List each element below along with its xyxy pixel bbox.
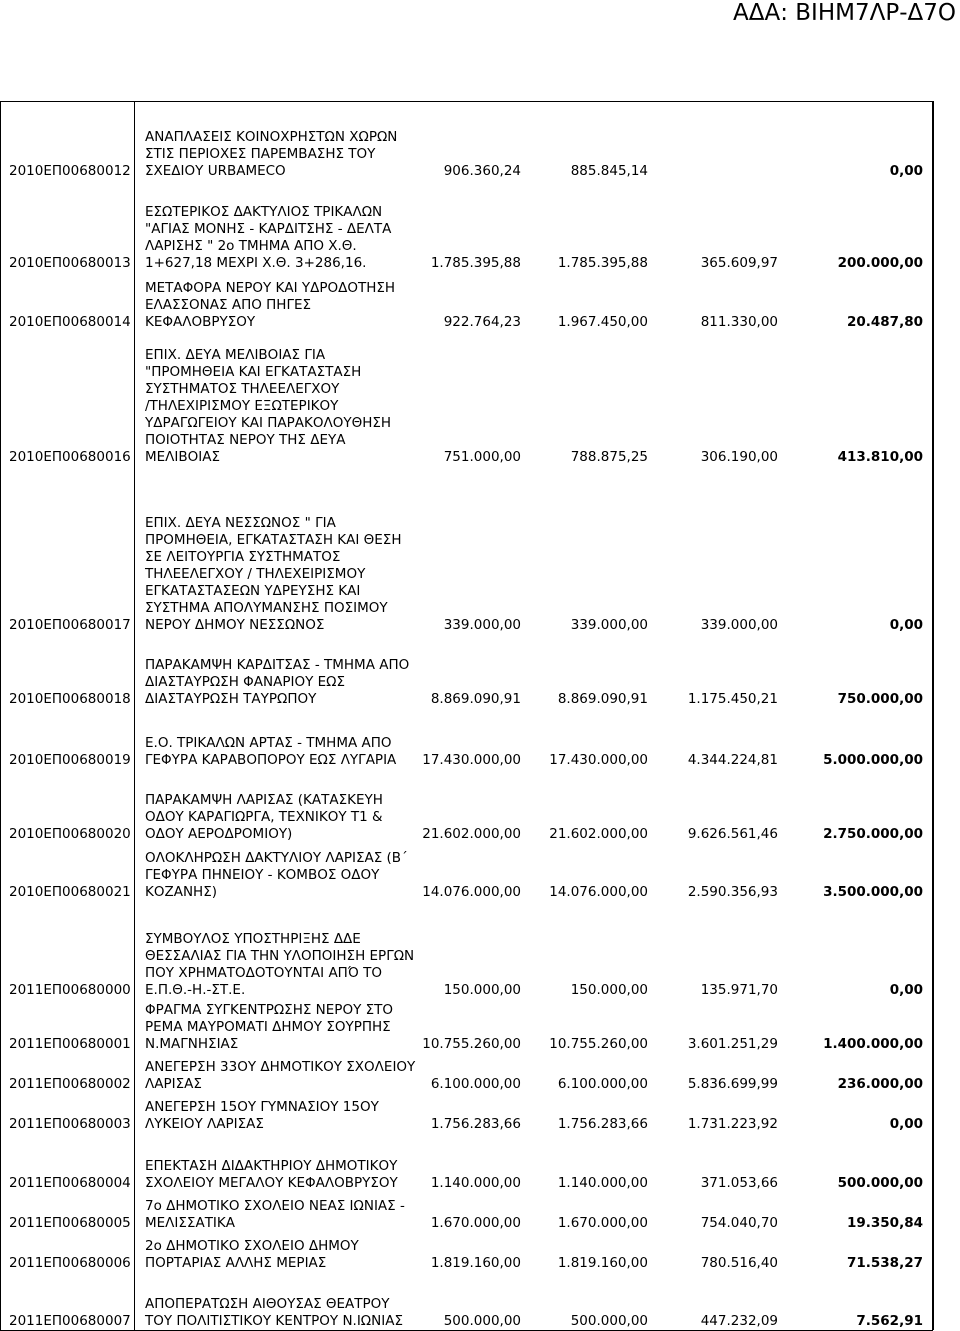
project-description: ΣΥΜΒΟΥΛΟΣ ΥΠΟΣΤΗΡΙΞΗΣ ΔΔΕ ΘΕΣΣΑΛΙΑΣ ΓΙΑ ΤΗΝ ΥΛΟΠΟΙΗΣΗ ΕΡΓΩΝ ΠΟΥ ΧΡΗΜΑΤΟΔΟΤΟΥΝΤΑΙ ΑΠΌ ΤΟ Ε.Π.Θ.-Η.-ΣΤ.Ε. <box>145 931 415 998</box>
project-code: 2010ΕΠ00680018 <box>9 691 131 707</box>
allocation-amount: 1.400.000,00 <box>823 1036 923 1052</box>
project-description: ΦΡΑΓΜΑ ΣΥΓΚΕΝΤΡΩΣΗΣ ΝΕΡΟΥ ΣΤΟ ΡΕΜΑ ΜΑΥΡΟΜΑΤΙ ΔΗΜΟΥ ΣΟΥΡΠΗΣ Ν.ΜΑΓΝΗΣΙΑΣ <box>145 1002 394 1052</box>
budget-amount: 17.430.000,00 <box>422 752 521 768</box>
allocation-amount: 7.562,91 <box>856 1313 923 1329</box>
project-code: 2010ΕΠ00680013 <box>9 255 131 271</box>
budget-amount: 8.869.090,91 <box>430 691 521 707</box>
budget-amount: 906.360,24 <box>443 163 521 179</box>
contract-amount: 6.100.000,00 <box>557 1076 648 1092</box>
payments-amount: 780.516,40 <box>700 1255 778 1271</box>
allocation-amount: 236.000,00 <box>837 1076 923 1092</box>
payments-amount: 4.344.224,81 <box>687 752 778 768</box>
project-description: ΑΝΕΓΕΡΣΗ 15ΟΥ ΓΥΜΝΑΣΙΟΥ 15ΟΥ ΛΥΚΕΙΟΥ ΛΑΡΙΣΑΣ <box>145 1099 379 1132</box>
contract-amount: 10.755.260,00 <box>549 1036 648 1052</box>
project-description: ΕΠΙΧ. ΔΕΥΑ ΝΕΣΣΩΝΟΣ " ΓΙΑ ΠΡΟΜΗΘΕΙΑ, ΕΓΚΑΤΑΣΤΑΣΗ ΚΑΙ ΘΕΣΗ ΣΕ ΛΕΙΤΟΥΡΓΙΑ ΣΥΣΤΗΜΑΤΟΣ ΤΗΛΕΕΛΕΓΧΟΥ / ΤΗΛΕΧΕΙΡΙΣΜΟΥ ΕΓΚΑΤΑΣΤΑΣΕΩΝ ΥΔΡΕΥΣΗΣ ΚΑΙ ΣΥΣΤΗΜΑ ΑΠΟΛΥΜΑΝΣΗΣ ΠΟΣΙΜΟΥ ΝΕΡΟΥ ΔΗΜΟΥ ΝΕΣΣΩΝΟΣ <box>145 515 402 633</box>
allocation-amount: 0,00 <box>889 617 923 633</box>
allocation-amount: 0,00 <box>889 1116 923 1132</box>
budget-amount: 500.000,00 <box>443 1313 521 1329</box>
contract-amount: 14.076.000,00 <box>549 884 648 900</box>
project-description: ΑΠΟΠΕΡΑΤΩΣΗ ΑΙΘΟΥΣΑΣ ΘΕΑΤΡΟΥ ΤΟΥ ΠΟΛΙΤΙΣΤΙΚΟΥ ΚΕΝΤΡΟΥ Ν.ΙΩΝΙΑΣ <box>145 1296 403 1329</box>
allocation-amount: 500.000,00 <box>837 1175 923 1191</box>
project-code: 2010ΕΠ00680017 <box>9 617 131 633</box>
project-code: 2010ΕΠ00680012 <box>9 163 131 179</box>
contract-amount: 500.000,00 <box>570 1313 648 1329</box>
project-description: 2ο ΔΗΜΟΤΙΚΟ ΣΧΟΛΕΙΟ ΔΗΜΟΥ ΠΟΡΤΑΡΙΑΣ ΑΛΛΗΣ ΜΕΡΙΑΣ <box>145 1238 359 1271</box>
project-code: 2011ΕΠ00680000 <box>9 982 131 998</box>
project-code: 2011ΕΠ00680007 <box>9 1313 131 1329</box>
payments-amount: 1.731.223,92 <box>687 1116 778 1132</box>
budget-amount: 1.670.000,00 <box>430 1215 521 1231</box>
payments-amount: 447.232,09 <box>700 1313 778 1329</box>
project-code: 2010ΕΠ00680021 <box>9 884 131 900</box>
project-description: ΕΠΕΚΤΑΣΗ ΔΙΔΑΚΤΗΡΙΟΥ ΔΗΜΟΤΙΚΟΥ ΣΧΟΛΕΙΟΥ ΜΕΓΑΛΟΥ ΚΕΦΑΛΟΒΡΥΣΟΥ <box>145 1158 398 1191</box>
project-code: 2011ΕΠ00680002 <box>9 1076 131 1092</box>
project-code: 2010ΕΠ00680020 <box>9 826 131 842</box>
budget-amount: 21.602.000,00 <box>422 826 521 842</box>
project-description: 7ο ΔΗΜΟΤΙΚΟ ΣΧΟΛΕΙΟ ΝΕΑΣ ΙΩΝΙΑΣ - ΜΕΛΙΣΣΑΤΙΚΑ <box>145 1198 405 1231</box>
project-description: ΜΕΤΑΦΟΡΑ ΝΕΡΟΥ ΚΑΙ ΥΔΡΟΔΟΤΗΣΗ ΕΛΑΣΣΟΝΑΣ ΑΠΟ ΠΗΓΕΣ ΚΕΦΑΛΟΒΡΥΣΟΥ <box>145 280 396 330</box>
contract-amount: 1.670.000,00 <box>557 1215 648 1231</box>
budget-amount: 6.100.000,00 <box>430 1076 521 1092</box>
project-code: 2011ΕΠ00680006 <box>9 1255 131 1271</box>
contract-amount: 17.430.000,00 <box>549 752 648 768</box>
project-description: ΑΝΕΓΕΡΣΗ 33ΟΥ ΔΗΜΟΤΙΚΟΥ ΣΧΟΛΕΙΟΥ ΛΑΡΙΣΑΣ <box>145 1059 416 1092</box>
allocation-amount: 2.750.000,00 <box>823 826 923 842</box>
contract-amount: 1.140.000,00 <box>557 1175 648 1191</box>
payments-amount: 9.626.561,46 <box>687 826 778 842</box>
contract-amount: 1.967.450,00 <box>557 314 648 330</box>
budget-amount: 1.140.000,00 <box>430 1175 521 1191</box>
project-code: 2010ΕΠ00680014 <box>9 314 131 330</box>
budget-amount: 14.076.000,00 <box>422 884 521 900</box>
budget-amount: 1.785.395,88 <box>430 255 521 271</box>
project-description: ΟΛΟΚΛΗΡΩΣΗ ΔΑΚΤΥΛΙΟΥ ΛΑΡΙΣΑΣ (Β΄ ΓΕΦΥΡΑ ΠΗΝΕΙΟΥ - ΚΟΜΒΟΣ ΟΔΟΥ ΚΟΖΑΝΗΣ) <box>145 850 408 900</box>
allocation-amount: 0,00 <box>889 982 923 998</box>
payments-amount: 754.040,70 <box>700 1215 778 1231</box>
budget-amount: 339.000,00 <box>443 617 521 633</box>
budget-amount: 751.000,00 <box>443 449 521 465</box>
payments-amount: 3.601.251,29 <box>687 1036 778 1052</box>
allocation-amount: 413.810,00 <box>837 449 923 465</box>
payments-amount: 2.590.356,93 <box>687 884 778 900</box>
budget-amount: 1.756.283,66 <box>430 1116 521 1132</box>
allocation-amount: 750.000,00 <box>837 691 923 707</box>
project-code: 2010ΕΠ00680016 <box>9 449 131 465</box>
payments-amount: 1.175.450,21 <box>687 691 778 707</box>
project-code: 2011ΕΠ00680003 <box>9 1116 131 1132</box>
payments-amount: 5.836.699,99 <box>687 1076 778 1092</box>
allocation-amount: 3.500.000,00 <box>823 884 923 900</box>
contract-amount: 885.845,14 <box>570 163 648 179</box>
payments-amount: 135.971,70 <box>700 982 778 998</box>
project-description: ΕΠΙΧ. ΔΕΥΑ ΜΕΛΙΒΟΙΑΣ ΓΙΑ "ΠΡΟΜΗΘΕΙΑ ΚΑΙ ΕΓΚΑΤΑΣΤΑΣΗ ΣΥΣΤΗΜΑΤΟΣ ΤΗΛΕΕΛΕΓΧΟΥ /ΤΗΛΕΧΙΡΙΣΜΟΥ ΕΞΩΤΕΡΙΚΟΥ ΥΔΡΑΓΩΓΕΙΟΥ ΚΑΙ ΠΑΡΑΚΟΛΟΥΘΗΣΗ ΠΟΙΟΤΗΤΑΣ ΝΕΡΟΥ ΤΗΣ ΔΕΥΑ ΜΕΛΙΒΟΙΑΣ <box>145 347 392 465</box>
contract-amount: 8.869.090,91 <box>557 691 648 707</box>
project-description: Ε.Ο. ΤΡΙΚΑΛΩΝ ΑΡΤΑΣ - ΤΜΗΜΑ ΑΠΟ ΓΕΦΥΡΑ ΚΑΡΑΒΟΠΟΡΟΥ ΕΩΣ ΛΥΓΑΡΙΑ <box>145 735 397 768</box>
budget-amount: 150.000,00 <box>443 982 521 998</box>
project-description: ΑΝΑΠΛΑΣΕΙΣ ΚΟΙΝΟΧΡΗΣΤΩΝ ΧΩΡΩΝ ΣΤΙΣ ΠΕΡΙΟΧΕΣ ΠΑΡΕΜΒΑΣΗΣ ΤΟΥ ΣΧΕΔΙΟΥ URBAMECO <box>145 129 398 179</box>
budget-amount: 10.755.260,00 <box>422 1036 521 1052</box>
allocation-amount: 5.000.000,00 <box>823 752 923 768</box>
allocation-amount: 0,00 <box>889 163 923 179</box>
allocation-amount: 19.350,84 <box>846 1215 923 1231</box>
project-description: ΠΑΡΑΚΑΜΨΗ ΚΑΡΔΙΤΣΑΣ - ΤΜΗΜΑ ΑΠΟ ΔΙΑΣΤΑΥΡΩΣΗ ΦΑΝΑΡΙΟΥ ΕΩΣ ΔΙΑΣΤΑΥΡΩΣΗ ΤΑΥΡΩΠΟΥ <box>145 657 410 707</box>
payments-amount: 365.609,97 <box>700 255 778 271</box>
contract-amount: 21.602.000,00 <box>549 826 648 842</box>
contract-amount: 339.000,00 <box>570 617 648 633</box>
project-code: 2010ΕΠ00680019 <box>9 752 131 768</box>
payments-amount: 811.330,00 <box>700 314 778 330</box>
payments-amount: 339.000,00 <box>700 617 778 633</box>
contract-amount: 1.785.395,88 <box>557 255 648 271</box>
project-description: ΠΑΡΑΚΑΜΨΗ ΛΑΡΙΣΑΣ (ΚΑΤΑΣΚΕΥΗ ΟΔΟΥ ΚΑΡΑΓΙΩΡΓΑ, ΤΕΧΝΙΚΟΥ Τ1 & ΟΔΟΥ ΑΕΡΟΔΡΟΜΙΟΥ) <box>145 792 383 842</box>
contract-amount: 150.000,00 <box>570 982 648 998</box>
budget-amount: 1.819.160,00 <box>430 1255 521 1271</box>
project-code: 2011ΕΠ00680004 <box>9 1175 131 1191</box>
budget-amount: 922.764,23 <box>443 314 521 330</box>
column-divider <box>933 101 934 1330</box>
payments-amount: 371.053,66 <box>700 1175 778 1191</box>
project-code: 2011ΕΠ00680001 <box>9 1036 131 1052</box>
contract-amount: 1.819.160,00 <box>557 1255 648 1271</box>
contract-amount: 788.875,25 <box>570 449 648 465</box>
allocation-amount: 20.487,80 <box>846 314 923 330</box>
project-description: ΕΣΩΤΕΡΙΚΟΣ ΔΑΚΤΥΛΙΟΣ ΤΡΙΚΑΛΩΝ "ΑΓΙΑΣ ΜΟΝΗΣ - ΚΑΡΔΙΤΣΗΣ - ΔΕΛΤΑ ΛΑΡΙΣΗΣ " 2ο ΤΜΗΜΑ ΑΠΟ Χ.Θ. 1+627,18 ΜΕΧΡΙ Χ.Θ. 3+286,16. <box>145 204 392 271</box>
ada-stamp: ΑΔΑ: ΒΙΗΜ7ΛΡ-Δ7Ο <box>733 0 956 26</box>
allocation-amount: 71.538,27 <box>846 1255 923 1271</box>
allocation-amount: 200.000,00 <box>837 255 923 271</box>
contract-amount: 1.756.283,66 <box>557 1116 648 1132</box>
payments-amount: 306.190,00 <box>700 449 778 465</box>
project-code: 2011ΕΠ00680005 <box>9 1215 131 1231</box>
